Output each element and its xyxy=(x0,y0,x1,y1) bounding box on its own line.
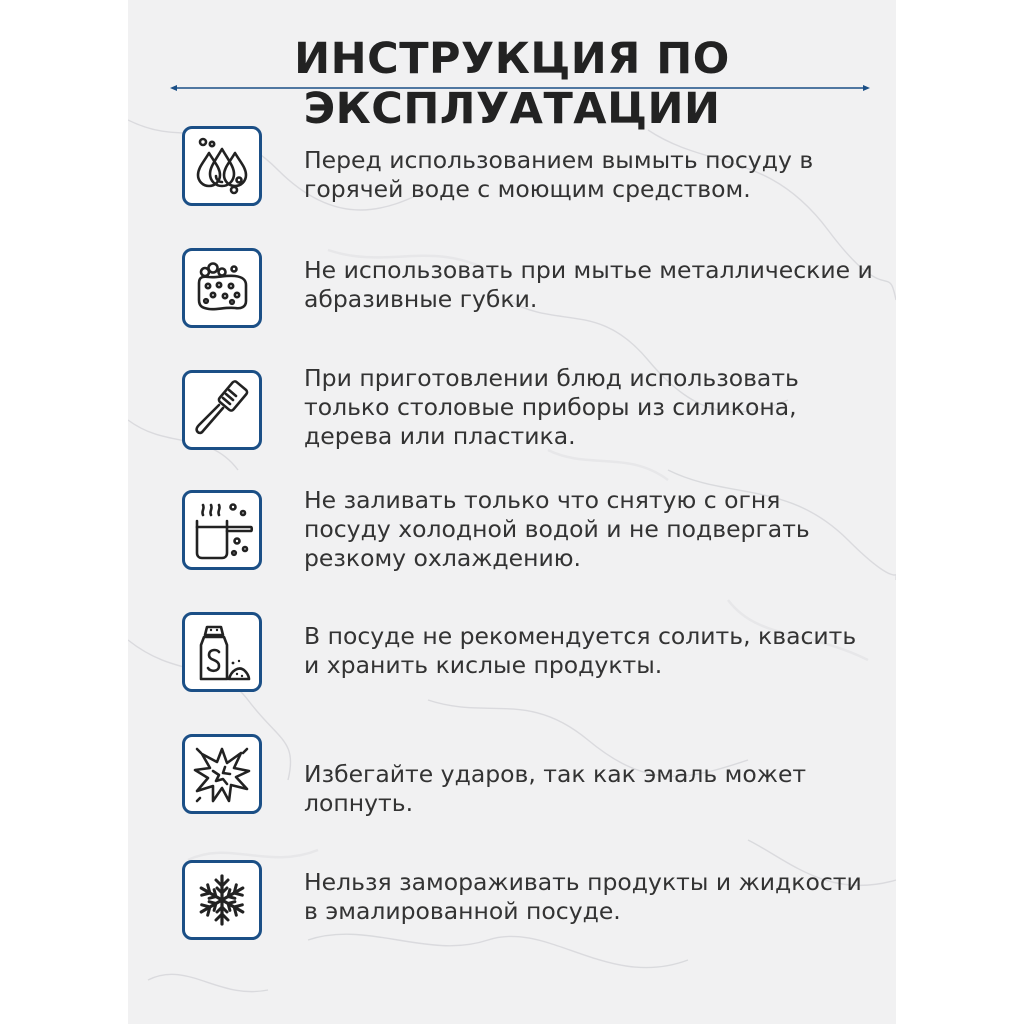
water-drops-icon xyxy=(189,133,255,199)
crack-icon xyxy=(189,741,255,807)
instruction-item-3 xyxy=(128,364,896,454)
spatula-icon xyxy=(189,377,255,443)
instruction-text: Избегайте ударов, так как эмаль может лопнуть. xyxy=(304,760,807,817)
instruction-item-1 xyxy=(128,126,896,210)
sponge-icon xyxy=(189,255,255,321)
instruction-text: В посуде не рекомендуется солить, квасить и хранить кислые продукты. xyxy=(304,622,857,679)
icon-frame xyxy=(182,248,262,328)
instruction-item-4 xyxy=(128,486,896,574)
icon-frame xyxy=(182,860,262,940)
icon-frame xyxy=(182,490,262,570)
icon-frame xyxy=(182,126,262,206)
instruction-item-5 xyxy=(128,612,896,696)
instruction-item-7 xyxy=(128,860,896,944)
pot-steam-icon xyxy=(189,497,255,563)
page-title: ИНСТРУКЦИЯ ПО ЭКСПЛУАТАЦИИ xyxy=(294,34,730,134)
instruction-text: Не использовать при мытье металлические и абразивные губки. xyxy=(304,256,873,313)
instruction-text: Нельзя замораживать продукты и жидкости в эмалированной посуде. xyxy=(304,868,862,925)
instruction-text: Не заливать только что снятую с огня посуду холодной водой и не подвергать резкому охлаждению. xyxy=(304,486,810,572)
salt-shaker-icon xyxy=(189,619,255,685)
title-underline xyxy=(170,82,870,94)
instruction-item-6 xyxy=(128,734,896,818)
icon-frame xyxy=(182,612,262,692)
snowflake-icon xyxy=(189,867,255,933)
instruction-card xyxy=(128,0,896,1024)
instruction-item-2 xyxy=(128,248,896,332)
instruction-text: Перед использованием вымыть посуду в горячей воде с моющим средством. xyxy=(304,146,814,203)
instruction-text: При приготовлении блюд использовать только столовые приборы из силикона, дерева или пластика. xyxy=(304,364,799,450)
icon-frame xyxy=(182,370,262,450)
icon-frame xyxy=(182,734,262,814)
